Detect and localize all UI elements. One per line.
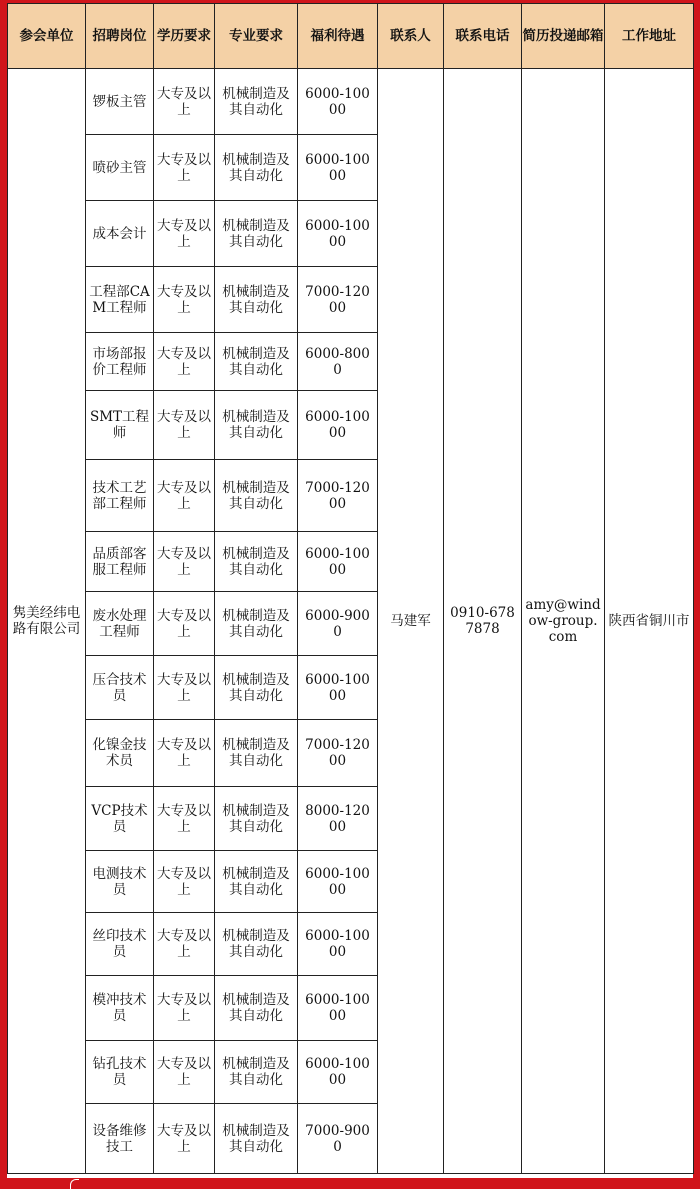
header-major: 专业要求 — [215, 4, 298, 69]
education-cell: 大专及以上 — [154, 720, 215, 787]
header-salary: 福利待遇 — [298, 4, 378, 69]
header-contact: 联系人 — [378, 4, 444, 69]
email-cell: amy@window-group.com — [522, 69, 605, 1174]
education-cell: 大专及以上 — [154, 1104, 215, 1174]
major-cell: 机械制造及其自动化 — [215, 592, 298, 656]
salary-cell: 6000-10000 — [298, 851, 378, 913]
header-phone: 联系电话 — [444, 4, 522, 69]
table-body — [8, 69, 694, 1174]
education-cell: 大专及以上 — [154, 851, 215, 913]
position-cell: 钻孔技术员 — [86, 1041, 154, 1104]
salary-cell: 6000-10000 — [298, 201, 378, 267]
major-cell: 机械制造及其自动化 — [215, 851, 298, 913]
education-cell: 大专及以上 — [154, 201, 215, 267]
salary-cell: 6000-10000 — [298, 391, 378, 460]
major-cell: 机械制造及其自动化 — [215, 532, 298, 592]
education-cell: 大专及以上 — [154, 69, 215, 135]
salary-cell: 6000-9000 — [298, 592, 378, 656]
header-email: 简历投递邮箱 — [522, 4, 605, 69]
salary-cell: 7000-12000 — [298, 720, 378, 787]
position-cell: 化镍金技术员 — [86, 720, 154, 787]
company-cell: 隽美经纬电路有限公司 — [8, 69, 86, 1174]
education-cell: 大专及以上 — [154, 135, 215, 201]
education-cell: 大专及以上 — [154, 391, 215, 460]
position-cell: 市场部报价工程师 — [86, 333, 154, 391]
header-address: 工作地址 — [605, 4, 694, 69]
major-cell: 机械制造及其自动化 — [215, 201, 298, 267]
major-cell: 机械制造及其自动化 — [215, 720, 298, 787]
salary-cell: 6000-10000 — [298, 976, 378, 1041]
salary-cell: 6000-10000 — [298, 69, 378, 135]
header-position: 招聘岗位 — [86, 4, 154, 69]
position-cell: 工程部CAM工程师 — [86, 267, 154, 333]
salary-cell: 7000-12000 — [298, 460, 378, 532]
major-cell: 机械制造及其自动化 — [215, 976, 298, 1041]
position-cell: 喷砂主管 — [86, 135, 154, 201]
position-cell: 成本会计 — [86, 201, 154, 267]
major-cell: 机械制造及其自动化 — [215, 333, 298, 391]
salary-cell: 6000-10000 — [298, 135, 378, 201]
phone-cell: 0910-6787878 — [444, 69, 522, 1174]
major-cell: 机械制造及其自动化 — [215, 460, 298, 532]
position-cell: 设备维修技工 — [86, 1104, 154, 1174]
major-cell: 机械制造及其自动化 — [215, 267, 298, 333]
position-cell: 丝印技术员 — [86, 913, 154, 976]
header-row — [8, 4, 694, 69]
education-cell: 大专及以上 — [154, 532, 215, 592]
position-cell: VCP技术员 — [86, 787, 154, 851]
salary-cell: 6000-10000 — [298, 656, 378, 720]
position-cell: 模冲技术员 — [86, 976, 154, 1041]
major-cell: 机械制造及其自动化 — [215, 1104, 298, 1174]
education-cell: 大专及以上 — [154, 656, 215, 720]
salary-cell: 7000-9000 — [298, 1104, 378, 1174]
table-row — [8, 69, 694, 135]
header-education: 学历要求 — [154, 4, 215, 69]
major-cell: 机械制造及其自动化 — [215, 787, 298, 851]
recruitment-table — [7, 3, 694, 1174]
salary-cell: 8000-12000 — [298, 787, 378, 851]
major-cell: 机械制造及其自动化 — [215, 69, 298, 135]
position-cell: 品质部客服工程师 — [86, 532, 154, 592]
education-cell: 大专及以上 — [154, 333, 215, 391]
position-cell: 废水处理工程师 — [86, 592, 154, 656]
position-cell: 电测技术员 — [86, 851, 154, 913]
salary-cell: 7000-12000 — [298, 267, 378, 333]
header-company: 参会单位 — [8, 4, 86, 69]
position-cell: 锣板主管 — [86, 69, 154, 135]
salary-cell: 6000-10000 — [298, 532, 378, 592]
position-cell: 压合技术员 — [86, 656, 154, 720]
contact-cell: 马建军 — [378, 69, 444, 1174]
address-cell: 陕西省铜川市 — [605, 69, 694, 1174]
education-cell: 大专及以上 — [154, 267, 215, 333]
major-cell: 机械制造及其自动化 — [215, 656, 298, 720]
salary-cell: 6000-8000 — [298, 333, 378, 391]
major-cell: 机械制造及其自动化 — [215, 391, 298, 460]
major-cell: 机械制造及其自动化 — [215, 135, 298, 201]
major-cell: 机械制造及其自动化 — [215, 1041, 298, 1104]
position-cell: 技术工艺部工程师 — [86, 460, 154, 532]
education-cell: 大专及以上 — [154, 913, 215, 976]
education-cell: 大专及以上 — [154, 460, 215, 532]
education-cell: 大专及以上 — [154, 976, 215, 1041]
salary-cell: 6000-10000 — [298, 913, 378, 976]
education-cell: 大专及以上 — [154, 787, 215, 851]
position-cell: SMT工程师 — [86, 391, 154, 460]
education-cell: 大专及以上 — [154, 592, 215, 656]
major-cell: 机械制造及其自动化 — [215, 913, 298, 976]
salary-cell: 6000-10000 — [298, 1041, 378, 1104]
education-cell: 大专及以上 — [154, 1041, 215, 1104]
recruitment-table-frame — [7, 3, 693, 1178]
